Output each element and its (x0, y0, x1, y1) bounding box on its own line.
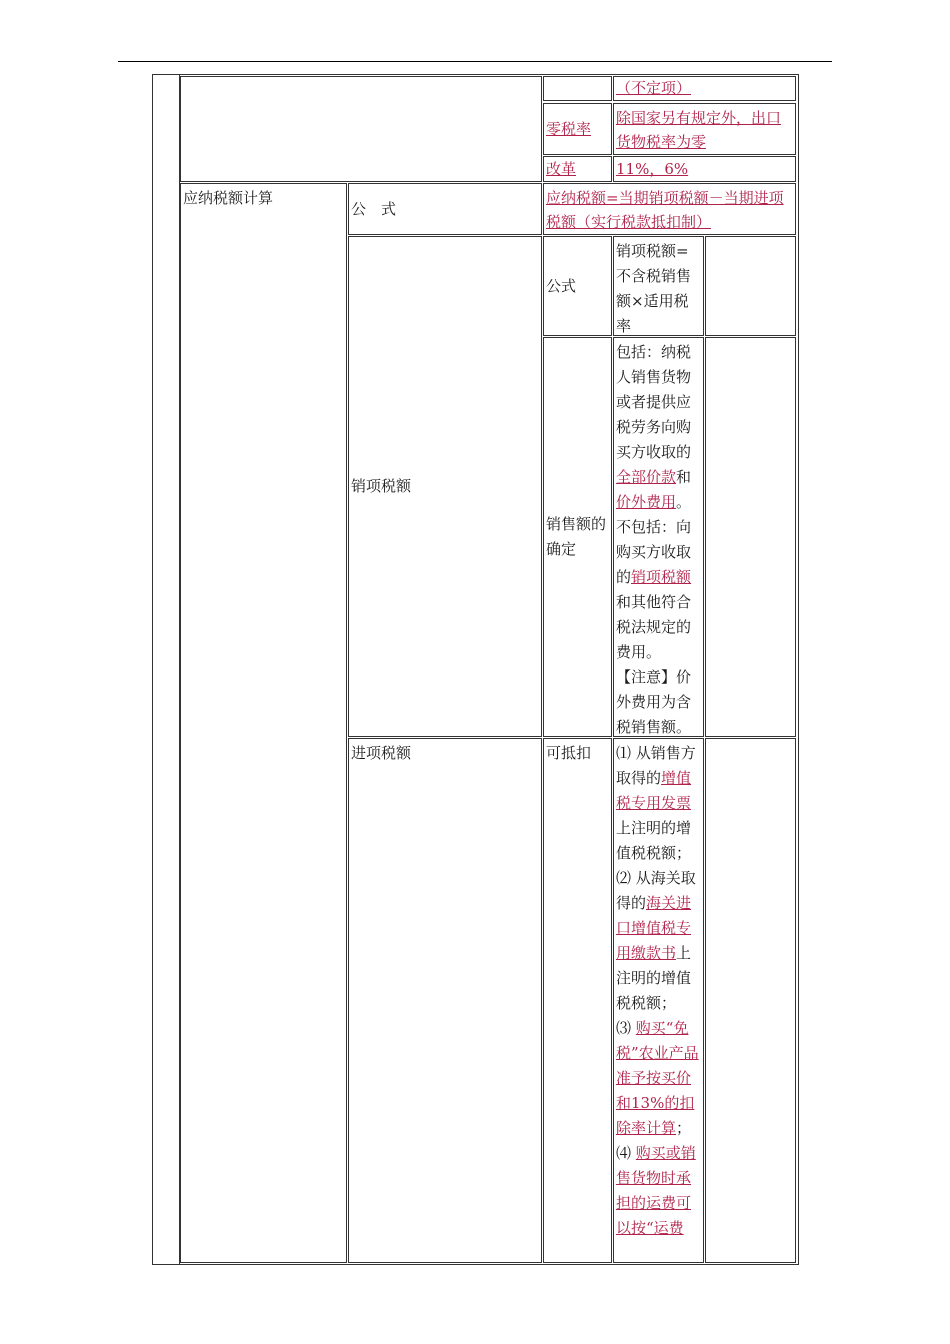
output-formula-label-cell (543, 236, 612, 336)
sales-include-and: 和 (676, 468, 692, 486)
deductible-item-3 (616, 1016, 701, 1141)
ded-3-link[interactable]: 购买“免税”农业产品准予按买价和13%的扣除率计算 (616, 1019, 699, 1137)
ded-3-prefix: ⑶ (616, 1019, 636, 1037)
reform-label-cell (543, 156, 612, 182)
deductible-extra-cell (705, 738, 796, 1263)
reform-rates-cell (613, 156, 796, 182)
deductible-item-4 (616, 1141, 701, 1241)
sales-note: 【注意】价外费用为含税销售额。 (616, 668, 692, 736)
ded-2-link[interactable]: 海关进口增值税专用缴款书 (616, 894, 692, 962)
sales-determination-extra-cell (705, 337, 796, 737)
zero-rate-label[interactable]: 零税率 (546, 119, 592, 138)
ded-1-prefix: ⑴ 从销售方取得的 (616, 744, 696, 787)
tax-calc-title-cell (180, 183, 347, 1263)
zero-rate-text[interactable]: 除国家另有规定外，出口货物税率为零 (616, 109, 782, 151)
ded-1-suffix: 上注明的增值税税额； (616, 819, 692, 862)
formula-label: 公 式 (351, 199, 397, 218)
deductible-item-2 (616, 866, 701, 1016)
output-formula-text-cell (613, 236, 704, 336)
output-tax-label-cell (348, 236, 542, 737)
output-formula-extra-cell (705, 236, 796, 336)
ded-1-link[interactable]: 增值税专用发票 (616, 769, 692, 812)
sales-exclude-text: 不包括：向购买方收取的 (616, 518, 692, 586)
input-tax-label: 进项税额 (351, 744, 412, 762)
sales-determination-text-cell (613, 337, 704, 737)
zero-rate-text-cell (613, 103, 796, 155)
rate-unfixed-text[interactable]: （不定项） (616, 79, 692, 97)
sales-determination-label: 销售额的确定 (546, 515, 607, 558)
formula-text[interactable]: 应纳税额=当期销项税额－当期进项税额（实行税款抵扣制） (546, 189, 784, 231)
sales-include-text: 包括：纳税人销售货物或者提供应税劳务向购买方收取的 (616, 343, 692, 461)
sales-include-end: 。 (676, 493, 692, 511)
tax-calc-title: 应纳税额计算 (183, 189, 274, 207)
sales-include-extra-link[interactable]: 价外费用 (616, 493, 677, 511)
header-rule (118, 61, 832, 62)
ded-3-suffix: ； (676, 1119, 692, 1137)
sales-exclude-rest: 和其他符合税法规定的费用。 (616, 593, 692, 661)
ded-2-prefix: ⑵ 从海关取得的 (616, 869, 696, 912)
left-margin-column (152, 74, 180, 1265)
rate-blank-label (543, 76, 612, 101)
formula-label-cell (348, 183, 542, 235)
rate-unfixed-cell (613, 76, 796, 101)
sales-exclude-line (616, 515, 701, 665)
sales-determination-label-cell (543, 337, 612, 737)
ded-2-suffix: 上注明的增值税税额； (616, 944, 692, 1012)
deductible-items-cell (613, 738, 704, 1263)
zero-rate-label-cell (543, 103, 612, 155)
reform-label[interactable]: 改革 (546, 159, 577, 178)
output-formula-label: 公式 (546, 276, 577, 295)
deductible-label-cell (543, 738, 612, 1263)
reform-rates[interactable]: 11%，6% (616, 159, 689, 178)
input-tax-label-cell (348, 738, 542, 1263)
output-tax-label: 销项税额 (351, 477, 412, 495)
output-formula-text: 销项税额=不含税销售额×适用税率 (616, 242, 692, 335)
upper-blank-cell (180, 76, 542, 182)
sales-exclude-tax-link[interactable]: 销项税额 (631, 568, 692, 586)
deductible-item-1 (616, 741, 701, 866)
ded-4-prefix: ⑷ (616, 1144, 636, 1162)
sales-include-total-link[interactable]: 全部价款 (616, 468, 677, 486)
formula-text-cell (543, 183, 796, 235)
deductible-label: 可抵扣 (546, 744, 592, 762)
ded-4-link[interactable]: 购买或销售货物时承担的运费可以按“运费 (616, 1144, 696, 1237)
